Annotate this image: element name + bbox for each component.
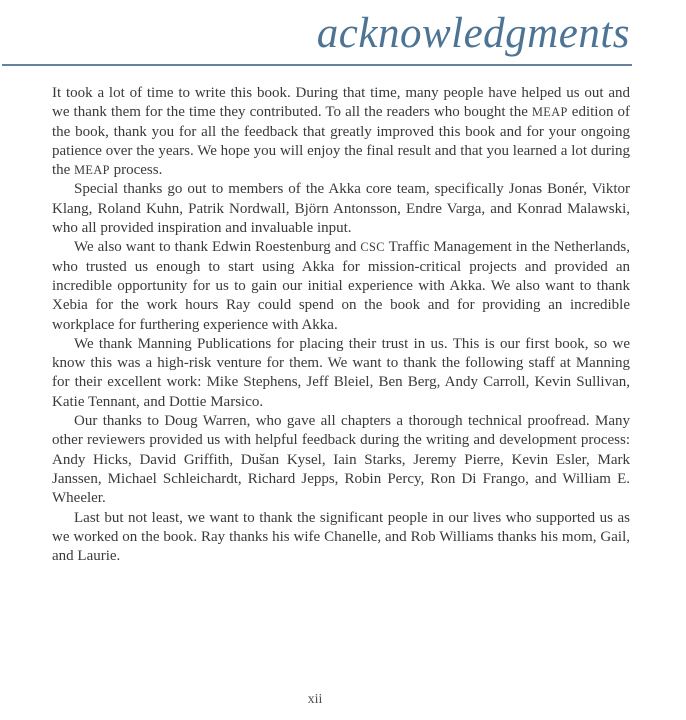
text-segment: It took a lot of time to write this book. During that time, many people have helped us out and we thank them for the time they contributed. To all the readers who bought the: [52, 85, 630, 121]
small-caps-acronym: CSC: [360, 240, 385, 255]
paragraph: [52, 509, 630, 567]
paragraph: [52, 84, 630, 180]
text-segment: We also want to thank Edwin Roestenburg and: [74, 239, 361, 256]
title-rule: [2, 64, 632, 66]
paragraph: [52, 335, 630, 412]
text-segment: Last but not least, we want to thank the significant people in our lives who supported us as we worked on the book. Ray thanks his wife Chanelle, and Rob Williams thanks his mom, Gail, and Laurie.: [52, 509, 630, 565]
text-segment: process.: [109, 162, 163, 179]
page-number: xii: [307, 692, 323, 707]
paragraph: [52, 238, 630, 334]
paragraph: [52, 180, 630, 238]
text-segment: Traffic Management in the Netherlands, who trusted us enough to start using Akka for mission-critical projects and provided an incredible opportunity for us to gain our initial experience with Akka. We also want to thank Xebia for the work hours Ray could spend on the book and for providing an incredible workplace for furthering experience with Akka.: [52, 239, 631, 333]
text-segment: edition of the book, thank you for all the feedback that greatly improved this book and for your ongoing patience over the years. We hope you will enjoy the final result and that you learned a lot during the: [52, 104, 631, 179]
text-segment: Special thanks go out to members of the Akka core team, specifically Jonas Bonér, Viktor Klang, Roland Kuhn, Patrik Nordwall, Björn Antonsson, Endre Varga, and Konrad Malawski, who all provided inspiration and invaluable input.: [52, 181, 630, 237]
small-caps-acronym: MEAP: [74, 163, 110, 178]
text-segment: Our thanks to Doug Warren, who gave all chapters a thorough technical proofread. Many other reviewers provided us with helpful feedback during the writing and development process: Andy Hicks, David Griffith, Dušan Kysel, Iain Starks, Jeremy Pierre, Kevin Esler, Mark Janssen, Michael Schleichardt, Richard Jepps, Robin Percy, Ron Di Frango, and William E. Wheeler.: [52, 413, 630, 507]
text-segment: We thank Manning Publications for placing their trust in us. This is our first book, so we know this was a high-risk venture for them. We want to thank the following staff at Manning for their excellent work: Mike Stephens, Jeff Bleiel, Ben Berg, Andy Carroll, Kevin Sullivan, Katie Tennant, and Dottie Marsico.: [52, 335, 630, 410]
page-title: acknowledgments: [316, 10, 630, 57]
acknowledgments-text: [52, 84, 630, 566]
paragraph: [52, 412, 630, 508]
small-caps-acronym: MEAP: [531, 105, 568, 120]
